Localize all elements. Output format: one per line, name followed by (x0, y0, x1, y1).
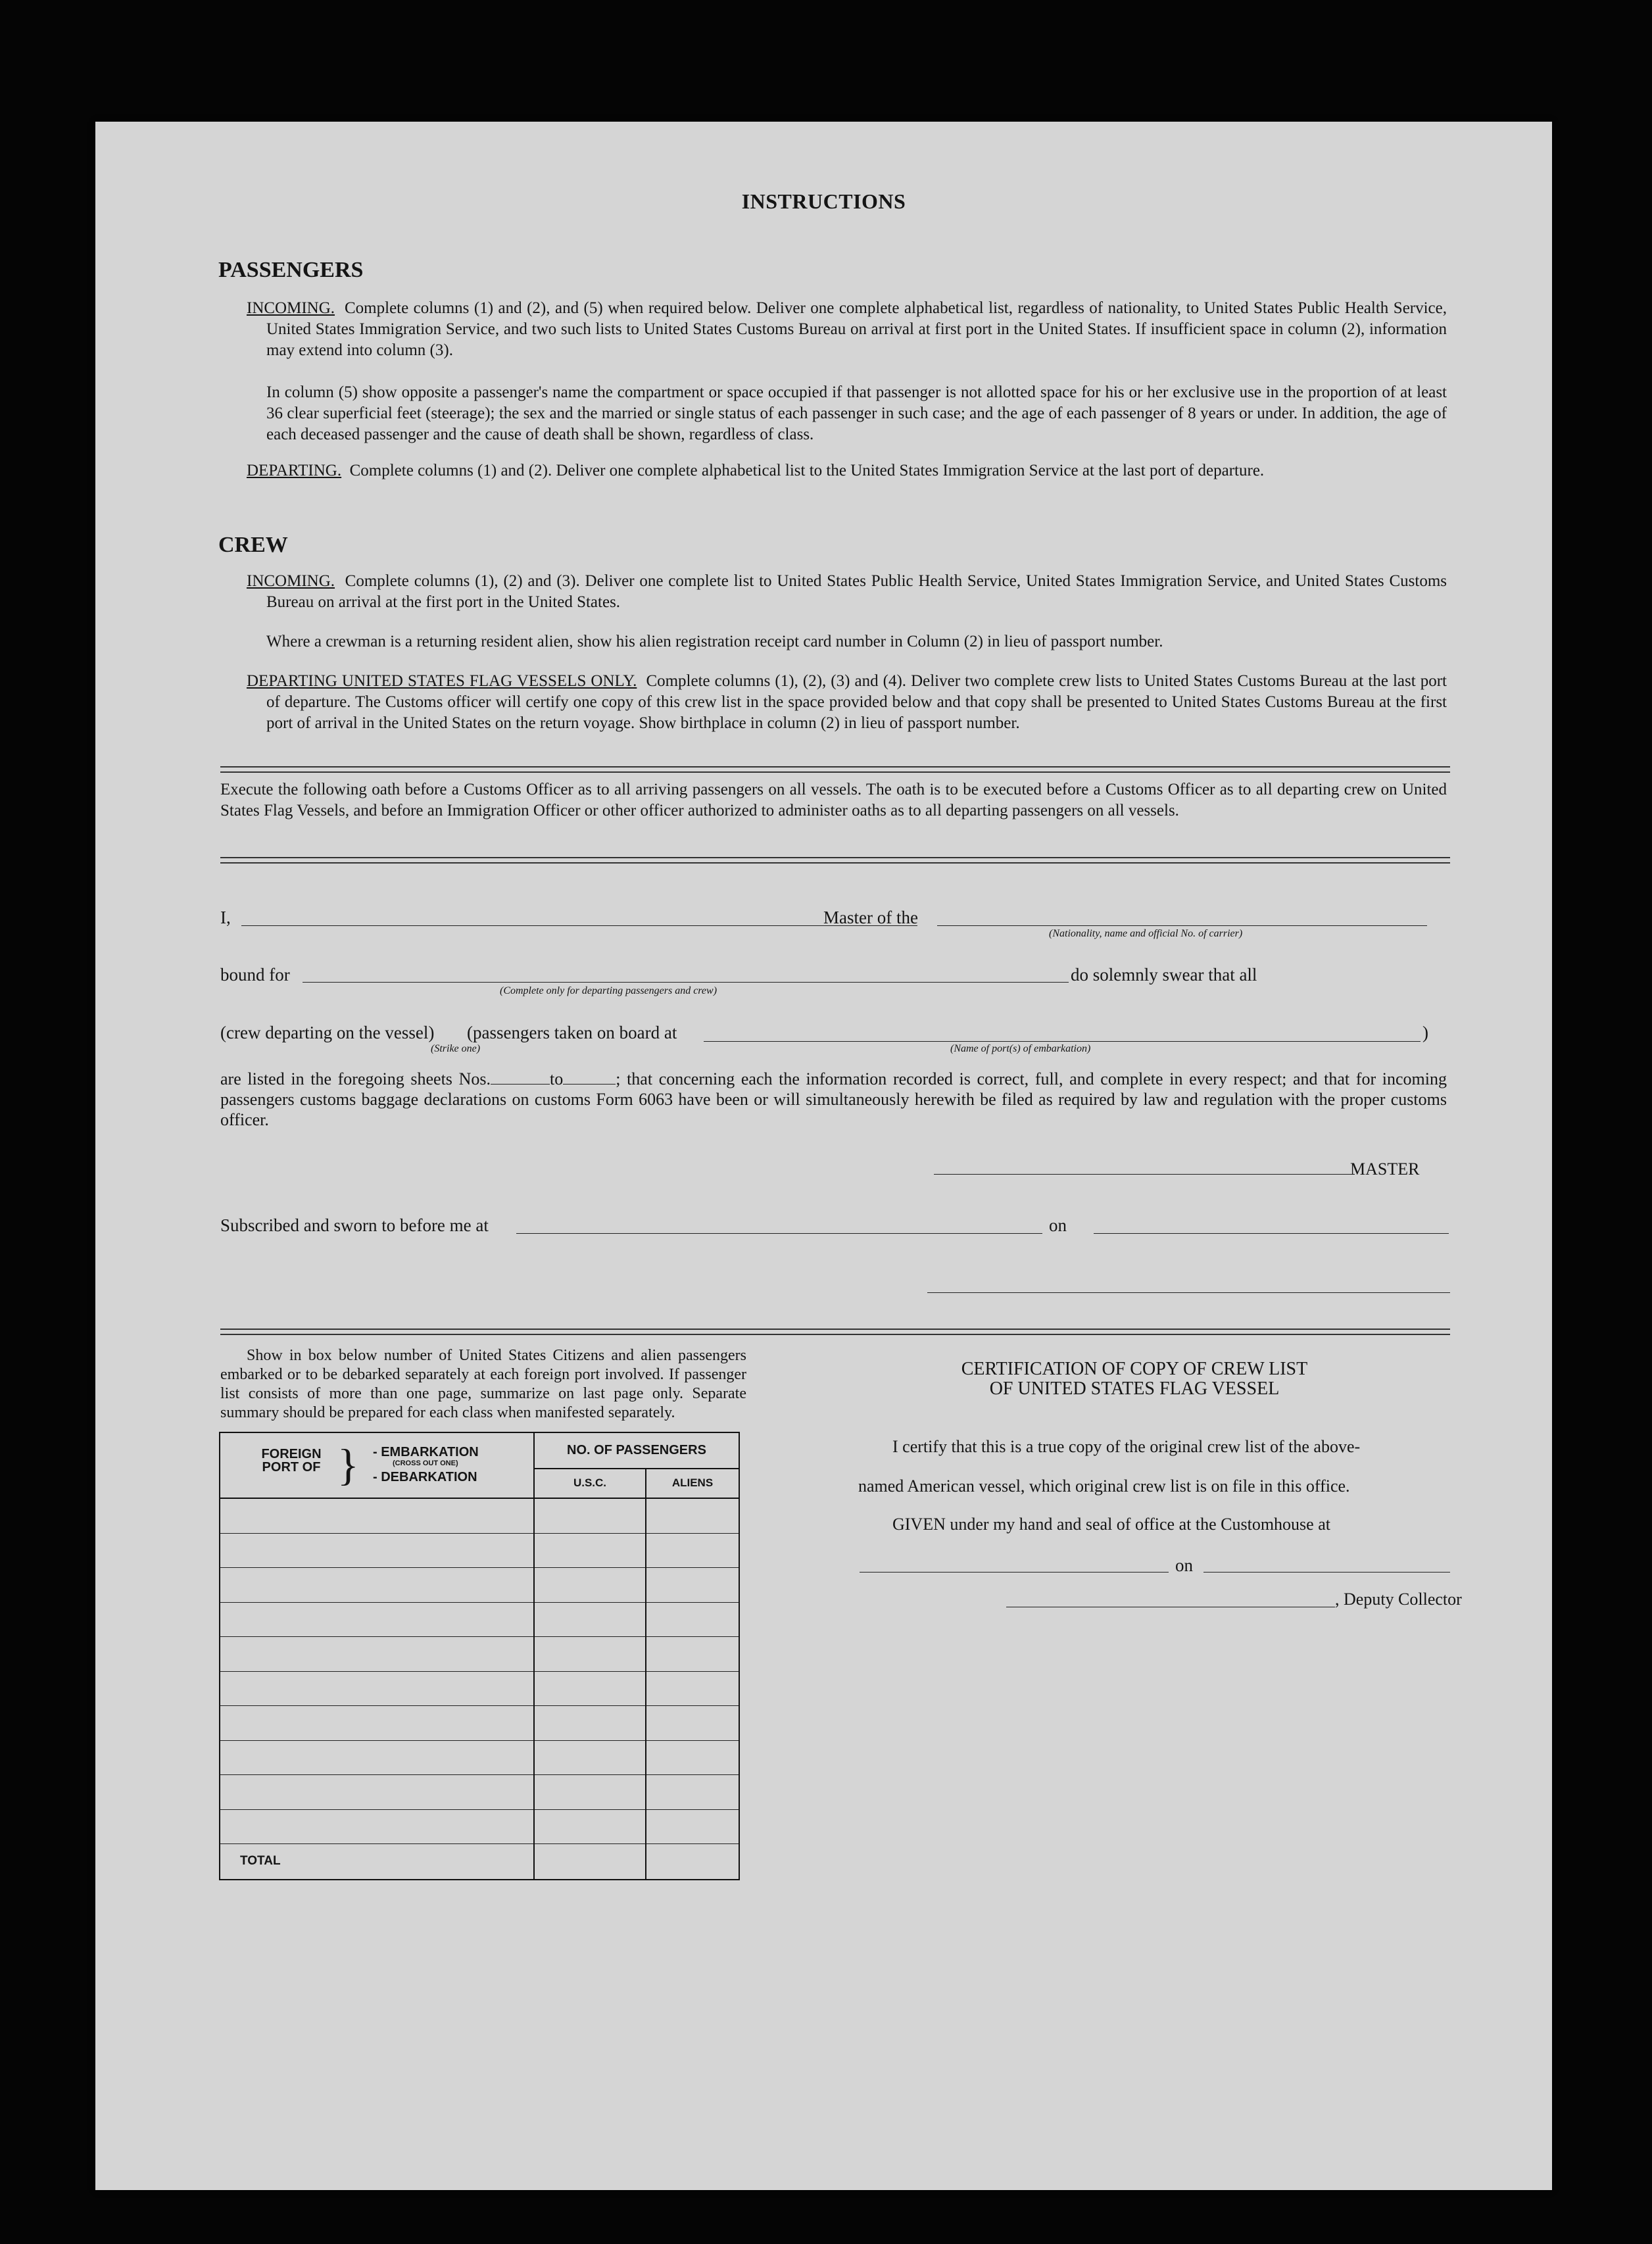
oath-intro-paragraph: Execute the following oath before a Customs Officer as to all arriving passengers on all vessels. The oath is to be executed before a Customs Officer as to all departing crew on United States Flag Vessels, and before an Immigration Officer or other officer authorized to administer oaths as to all departing passengers on all vessels. (220, 781, 1447, 819)
listed-to: to (549, 1069, 564, 1088)
column-divider (645, 1499, 646, 1879)
passengers-departing-text: Complete columns (1) and (2). Deliver one complete alphabetical list to the United States Immigration Service at the last port of departure. (349, 462, 1265, 479)
table-row[interactable] (220, 1706, 739, 1741)
table-row[interactable] (220, 1810, 739, 1845)
divider-double (220, 857, 1450, 864)
crew-incoming-paragraph (247, 571, 1447, 613)
certification-line2: named American vessel, which original crew list is on file in this office. (858, 1476, 1350, 1496)
form-page (95, 122, 1552, 2190)
aliens-header: ALIENS (646, 1469, 739, 1499)
certification-line3: GIVEN under my hand and seal of office at the Customhouse at (892, 1515, 1330, 1534)
crew-departing-text: Complete columns (1), (2), (3) and (4). Deliver two complete crew lists to United States Customs Bureau at the last port of departure. The Customs officer will certify one copy of this crew list in the space provided below and that copy shall be presented to United States Customs Bureau at the first port of arrival in the United States on the return voyage. Show birthplace in column (2) in lieu of passport number. (266, 672, 1447, 732)
crew-resident-paragraph: Where a crewman is a returning resident alien, show his alien registration receipt card number in Column (2) in lieu of passport number. (266, 633, 1163, 650)
sheet-to-line[interactable] (563, 1072, 616, 1085)
crew-departing-paragraph (247, 671, 1447, 734)
table-row[interactable] (220, 1741, 739, 1776)
crew-heading: CREW (218, 533, 288, 557)
passengers-departing-paragraph (247, 460, 1447, 481)
departing-caption: (Complete only for departing passengers and crew) (500, 985, 717, 996)
summary-rows (220, 1499, 739, 1879)
table-row[interactable] (220, 1603, 739, 1638)
embarkation-label: - EMBARKATION (373, 1445, 479, 1459)
strike-one-caption: (Strike one) (431, 1043, 481, 1054)
certification-heading-line2: OF UNITED STATES FLAG VESSEL (989, 1378, 1280, 1399)
listed-text-part1: are listed in the foregoing sheets Nos. (220, 1069, 491, 1088)
brace-glyph: } (337, 1440, 359, 1490)
master-of-label: Master of the (823, 908, 918, 927)
port-header-cell (220, 1433, 535, 1499)
certification-on-label: on (1175, 1555, 1193, 1575)
crew-departing-option: (crew departing on the vessel) (220, 1023, 435, 1042)
subscribed-label: Subscribed and sworn to before me at (220, 1215, 489, 1235)
table-row[interactable] (220, 1637, 739, 1672)
crew-incoming-label: INCOMING. (247, 572, 335, 590)
passenger-summary-table (219, 1432, 740, 1880)
passengers-incoming-label: INCOMING. (247, 299, 335, 317)
table-row[interactable] (220, 1568, 739, 1603)
carrier-line[interactable] (937, 925, 1427, 926)
foreign-port-of-label: FOREIGN PORT OF (261, 1447, 322, 1475)
sheet-from-line[interactable] (491, 1072, 550, 1085)
total-row[interactable] (220, 1844, 739, 1879)
customhouse-line[interactable] (860, 1572, 1169, 1573)
crew-departing-label: DEPARTING UNITED STATES FLAG VESSELS ONLY. (247, 672, 637, 690)
passengers-column5-paragraph: In column (5) show opposite a passenger's name the compartment or space occupied if that passenger is not allotted space for his or her exclusive use in the proportion of at least 36 clear superficial feet (steerage); the sex and the married or single status of each passenger in such case; and the age of each passenger of 8 years or under. In addition, the age of each deceased passenger and the cause of death shall be shown, regardless of class. (266, 383, 1447, 443)
summary-instructions: Show in box below number of United States Citizens and alien passengers embarked or to be debarked separately at each foreign port involved. If passenger list consists of more than one page, summarize on last page only. Separate summary should be prepared for each class when manifested separately. (220, 1347, 746, 1421)
table-row[interactable] (220, 1775, 739, 1810)
certification-date-line[interactable] (1203, 1572, 1450, 1573)
crew-incoming-text: Complete columns (1), (2) and (3). Deliver one complete list to United States Public Health Service, United States Immigration Service, and United States Customs Bureau on arrival at the first port in the United States. (266, 572, 1447, 611)
cross-out-one-label: (CROSS OUT ONE) (393, 1459, 458, 1467)
sworn-place-line[interactable] (516, 1233, 1042, 1234)
passengers-incoming-text: Complete columns (1) and (2), and (5) when required below. Deliver one complete alphabetical list, regardless of nationality, to United States Public Health Service, United States Immigration Service, and two such lists to United States Customs Bureau on arrival at first port in the United States. If insufficient space in column (2), information may extend into column (3). (266, 299, 1447, 359)
listed-text-part2: ; that concerning each the information recorded is correct, full, and complete in every respect; and that for incoming passengers customs baggage declarations on customs Form 6063 have been or will simultaneously herewith be filed as required by law and regulation with the proper customs officer. (220, 1069, 1447, 1129)
certification-heading (819, 1359, 1450, 1399)
master-name-line[interactable] (241, 925, 917, 926)
divider-double (220, 1329, 1450, 1335)
sworn-date-line[interactable] (1094, 1233, 1449, 1234)
table-row[interactable] (220, 1672, 739, 1707)
ports-caption: (Name of port(s) of embarkation) (950, 1043, 1091, 1054)
total-label: TOTAL (240, 1854, 281, 1868)
sworn-on-label: on (1049, 1215, 1067, 1235)
swear-label: do solemnly swear that all (1071, 965, 1257, 985)
close-paren: ) (1422, 1023, 1428, 1042)
column-divider (533, 1499, 535, 1879)
no-of-passengers-header: NO. OF PASSENGERS (535, 1433, 739, 1469)
officer-signature-line[interactable] (927, 1292, 1450, 1293)
table-row[interactable] (220, 1534, 739, 1569)
table-row[interactable] (220, 1499, 739, 1534)
embarkation-ports-line[interactable] (704, 1041, 1421, 1042)
passengers-incoming-paragraph (247, 298, 1447, 361)
debarkation-label: - DEBARKATION (373, 1470, 477, 1484)
bound-for-line[interactable] (303, 982, 1069, 983)
usc-header: U.S.C. (535, 1469, 646, 1499)
passengers-taken-option: (passengers taken on board at (467, 1023, 677, 1042)
bound-for-label: bound for (220, 965, 290, 985)
listed-paragraph (220, 1069, 1447, 1130)
oath-i-label: I, (220, 908, 231, 927)
master-signature-line[interactable] (934, 1174, 1355, 1175)
passengers-heading: PASSENGERS (218, 258, 364, 282)
deputy-collector-label: , Deputy Collector (1335, 1590, 1462, 1609)
master-label: MASTER (1350, 1159, 1420, 1179)
certification-heading-line1: CERTIFICATION OF COPY OF CREW LIST (961, 1359, 1308, 1379)
divider-double (220, 766, 1450, 773)
nationality-caption: (Nationality, name and official No. of carrier) (1049, 928, 1243, 939)
certification-line1: I certify that this is a true copy of the original crew list of the above- (892, 1437, 1361, 1456)
page-title: INSTRUCTIONS (741, 189, 906, 213)
passengers-departing-label: DEPARTING. (247, 462, 342, 479)
